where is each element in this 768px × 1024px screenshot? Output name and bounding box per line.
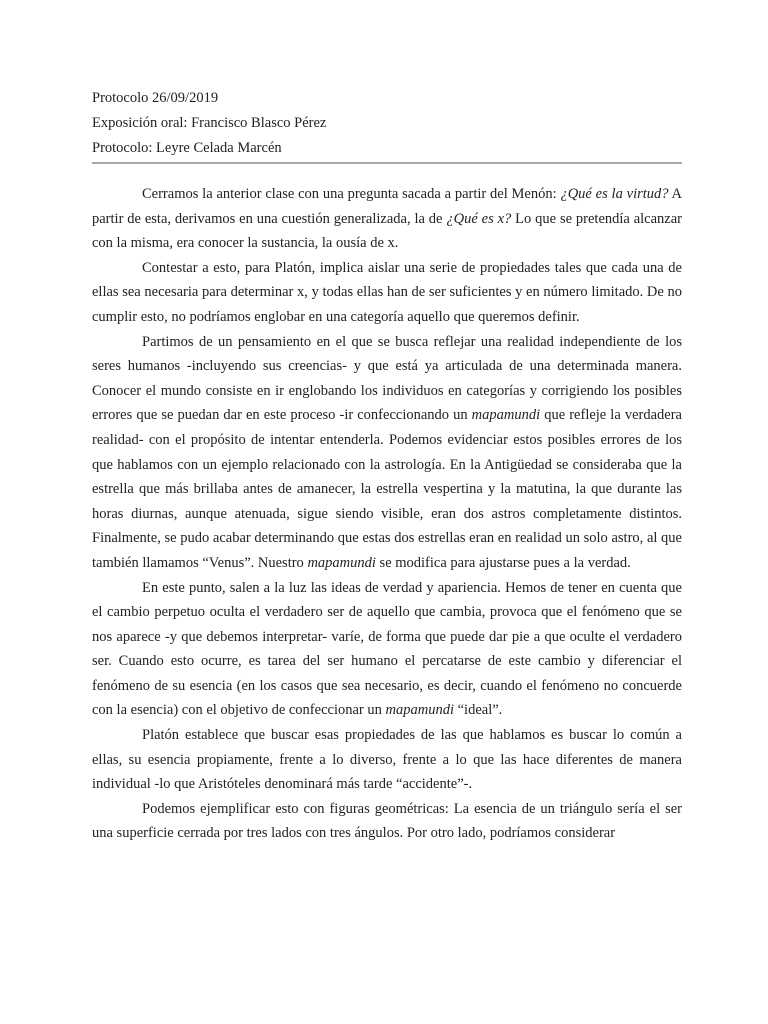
paragraph-4-text-c: “ideal”. [453, 702, 503, 719]
protocol-author: Protocolo: Leyre Celada Marcén [92, 140, 282, 156]
paragraph-4-mapamundi: mapamundi [385, 702, 454, 719]
paragraph-3-text-a: Partimos de un pensamiento en el que se busca reflejar una realidad independiente de los seres humanos -incluyendo sus creencias- y que está ya articulada de una determinada manera. Conocer el mundo consiste en ir englobando los individuos en categorías y corrigiendo los posibles errores que se puedan dar en este proceso -ir confeccionando un [92, 333, 682, 424]
paragraph-1 [92, 182, 682, 256]
document-body [92, 182, 682, 846]
paragraph-1-text-c: A partir de esta, derivamos en una cuestión generalizada, la de [92, 186, 683, 227]
header-divider [92, 162, 682, 164]
paragraph-3-mapamundi-1: mapamundi [471, 407, 541, 424]
oral-presenter: Exposición oral: Francisco Blasco Pérez [92, 115, 327, 131]
paragraph-1-question-x: ¿Qué es x? [446, 210, 512, 227]
paragraph-3 [92, 330, 682, 576]
paragraph-1-question-virtue: ¿Qué es la virtud? [560, 186, 669, 202]
paragraph-4-text-a: En este punto, salen a la luz las ideas de verdad y apariencia. Hemos de tener en cuenta que el cambio perpetuo oculta el verdadero ser de aquello que cambia, provoca que el fenómeno que se nos aparece -y que debemos interpretar- varíe, de forma que puede dar pie a que oculte el verdadero ser. Cuando esto ocurre, es tarea del ser humano el percatarse de este cambio y diferenciar el fenómeno de su esencia (en los casos que sea necesario, es decir, cuando el fenómeno no concuerde con la esencia) con el objetivo de confeccionar un [92, 579, 682, 719]
protocol-date: Protocolo 26/09/2019 [92, 90, 219, 106]
paragraph-5: Platón establece que buscar esas propiedades de las que hablamos es buscar lo común a ellas, su esencia propiamente, frente a lo diverso, frente a lo que las hace diferentes de manera individual -lo que Aristóteles denominará más tarde “accidente”-. [92, 727, 682, 793]
paragraph-3-text-e: se modifica para ajustarse pues a la verdad. [375, 554, 631, 571]
paragraph-1-text-e: Lo que se pretendía alcanzar con la misma, era conocer la sustancia, la ousía de x. [92, 210, 682, 252]
paragraph-3-text-c: que refleje la verdadera realidad- con el propósito de intentar entenderla. Podemos evidenciar estos posibles errores de los que hablamos con un ejemplo relacionado con la astrología. En la Antigüedad se consideraba que la estrella que más brillaba antes de amanecer, la estrella vespertina y la matutina, la que durante las horas diurnas, aunque atenuada, sigue siendo visible, eran dos astros completamente distintos. Finalmente, se pudo acabar determinando que estas dos estrellas eran en realidad un solo astro, al que también llamamos “Venus”. Nuestro [92, 407, 682, 571]
paragraph-4 [92, 576, 682, 724]
paragraph-2: Contestar a esto, para Platón, implica aislar una serie de propiedades tales que cada una de ellas sea necesaria para determinar x, y todas ellas han de ser suficientes y en número limitado. De no cumplir esto, no podríamos englobar en una categoría aquello que queremos definir. [92, 259, 682, 325]
paragraph-1-text-a: Cerramos la anterior clase con una pregunta sacada a partir del Menón: [142, 186, 561, 202]
paragraph-6: Podemos ejemplificar esto con figuras geométricas: La esencia de un triángulo sería el ser una superficie cerrada por tres lados con tres ángulos. Por otro lado, podríamos considerar [92, 800, 682, 842]
document-header [92, 86, 682, 161]
paragraph-3-mapamundi-2: mapamundi [307, 554, 376, 571]
